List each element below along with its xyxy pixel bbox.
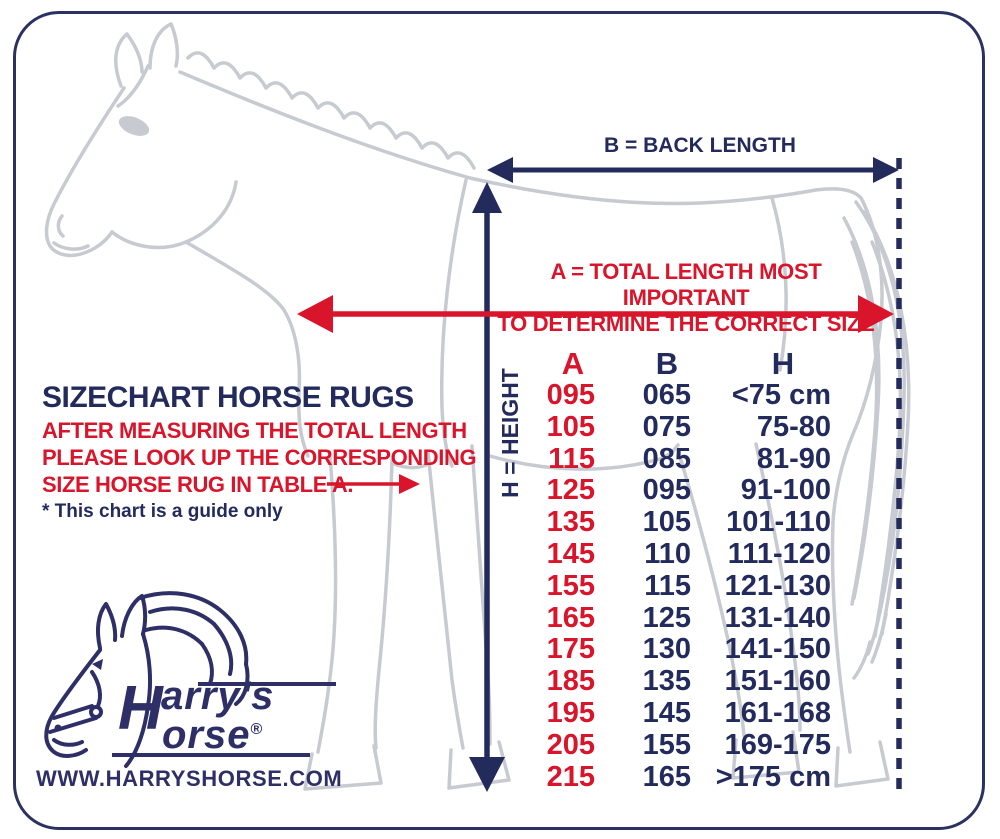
table-row bbox=[535, 539, 839, 571]
horse-back bbox=[470, 178, 861, 204]
size-cell: 111-120 bbox=[727, 537, 831, 570]
arrowhead-left-icon bbox=[487, 157, 513, 183]
a-arrow-label-line1: A = TOTAL LENGTH MOST IMPORTANT bbox=[550, 259, 822, 310]
arrowhead-up-icon bbox=[472, 182, 502, 213]
table-row bbox=[535, 475, 839, 507]
website-url: WWW.HARRYSHORSE.COM bbox=[36, 766, 343, 791]
size-cell: 115 bbox=[644, 569, 691, 602]
size-cell: 105 bbox=[642, 506, 691, 539]
table-row bbox=[535, 730, 839, 762]
size-cell: 195 bbox=[546, 696, 595, 729]
logo-mane bbox=[146, 628, 202, 644]
size-cell: 105 bbox=[546, 410, 595, 443]
size-cell: 130 bbox=[642, 633, 691, 666]
horse-mouth bbox=[54, 243, 88, 249]
horse-eye bbox=[116, 112, 152, 140]
horse-mane-braid bbox=[188, 53, 474, 168]
horse-tail bbox=[854, 642, 870, 678]
instruction-line2: PLEASE LOOK UP THE CORRESPONDING bbox=[42, 445, 477, 470]
arrowhead-down-icon bbox=[469, 757, 505, 792]
size-cell: 101-110 bbox=[726, 506, 831, 539]
a-arrow-label bbox=[486, 259, 886, 337]
size-cell: 115 bbox=[548, 442, 595, 475]
size-cell: 205 bbox=[546, 728, 595, 761]
instruction-line3: SIZE HORSE RUG IN TABLE A. bbox=[42, 472, 354, 497]
h-arrow-label: H = HEIGHT bbox=[497, 368, 523, 498]
table-row bbox=[535, 762, 839, 794]
column-header-a: A bbox=[561, 346, 585, 381]
horse-jaw bbox=[112, 182, 236, 247]
horse-ear bbox=[150, 24, 177, 68]
table-row bbox=[535, 698, 839, 730]
size-cell: 065 bbox=[642, 379, 691, 411]
logo-ear bbox=[98, 604, 115, 648]
b-arrow bbox=[487, 157, 899, 183]
brand-initial: H bbox=[118, 674, 163, 743]
size-cell: 125 bbox=[546, 474, 595, 507]
logo-mane bbox=[214, 624, 231, 674]
size-table-header bbox=[535, 347, 839, 380]
size-cell: 81-90 bbox=[756, 442, 831, 475]
horse-nostril bbox=[58, 216, 63, 236]
size-table bbox=[535, 347, 839, 793]
b-arrow-label: B = BACK LENGTH bbox=[604, 134, 796, 157]
table-row bbox=[535, 571, 839, 603]
logo-halter-strap bbox=[92, 672, 100, 706]
size-cell: 131-140 bbox=[724, 601, 831, 634]
size-cell: 121-130 bbox=[724, 569, 831, 602]
logo-nostril bbox=[55, 725, 62, 732]
logo-muzzle bbox=[54, 740, 82, 745]
size-cell: >175 cm bbox=[715, 760, 831, 793]
size-cell: 141-150 bbox=[724, 633, 831, 666]
table-row bbox=[535, 507, 839, 539]
size-cell: 110 bbox=[644, 537, 691, 570]
page-title: SIZECHART HORSE RUGS bbox=[42, 381, 414, 414]
size-cell: 75-80 bbox=[756, 410, 831, 443]
size-cell: 135 bbox=[642, 665, 691, 698]
size-cell: 185 bbox=[546, 665, 595, 698]
table-row bbox=[535, 412, 839, 444]
horse-front-leg bbox=[318, 456, 336, 752]
table-row bbox=[535, 634, 839, 666]
horse-front-leg bbox=[375, 460, 392, 748]
table-row bbox=[535, 603, 839, 635]
horse-neck-crest bbox=[180, 72, 470, 178]
size-cell: 075 bbox=[642, 410, 691, 443]
size-cell: 165 bbox=[546, 601, 595, 634]
instruction-line1: AFTER MEASURING THE TOTAL LENGTH bbox=[42, 418, 467, 443]
size-cell: 155 bbox=[642, 728, 691, 761]
logo-halter-ring bbox=[91, 707, 101, 717]
size-cell: 215 bbox=[546, 760, 595, 793]
guide-note: * This chart is a guide only bbox=[42, 501, 283, 522]
horse-hoof bbox=[836, 742, 888, 786]
table-row bbox=[535, 666, 839, 698]
size-cell: 169-175 bbox=[724, 728, 831, 761]
brand-word-top: arry's bbox=[161, 674, 275, 718]
size-cell: 145 bbox=[642, 696, 691, 729]
brand-word-bottom bbox=[162, 710, 262, 755]
size-cell: 085 bbox=[642, 442, 691, 475]
arrowhead-right-icon bbox=[873, 157, 899, 183]
size-table-body bbox=[535, 380, 839, 793]
size-cell: 145 bbox=[546, 537, 595, 570]
size-cell: 91-100 bbox=[740, 474, 831, 507]
size-cell: 165 bbox=[642, 760, 691, 793]
size-cell: 155 bbox=[546, 569, 595, 602]
size-cell: 135 bbox=[546, 506, 595, 539]
size-cell: 095 bbox=[642, 474, 691, 507]
logo-halter-strap bbox=[54, 706, 92, 718]
table-row bbox=[535, 444, 839, 476]
size-cell: 175 bbox=[546, 633, 595, 666]
logo-ear bbox=[122, 596, 145, 636]
size-cell: 125 bbox=[642, 601, 691, 634]
size-cell: 095 bbox=[546, 379, 595, 411]
a-arrow-label-line2: TO DETERMINE THE CORRECT SIZE bbox=[497, 311, 875, 336]
size-cell: 151-160 bbox=[724, 665, 831, 698]
brand-word-bottom-text: orse bbox=[162, 713, 251, 757]
registered-mark: ® bbox=[250, 721, 263, 738]
size-cell: 161-168 bbox=[724, 696, 831, 729]
arrowhead-left-icon bbox=[297, 295, 333, 333]
instruction-text bbox=[42, 417, 476, 498]
size-cell: <75 cm bbox=[731, 379, 831, 411]
column-header-b: B bbox=[655, 346, 679, 381]
horse-ear bbox=[116, 34, 142, 86]
table-row bbox=[535, 380, 839, 412]
logo-mane bbox=[150, 608, 214, 624]
column-header-h: H bbox=[771, 346, 795, 381]
